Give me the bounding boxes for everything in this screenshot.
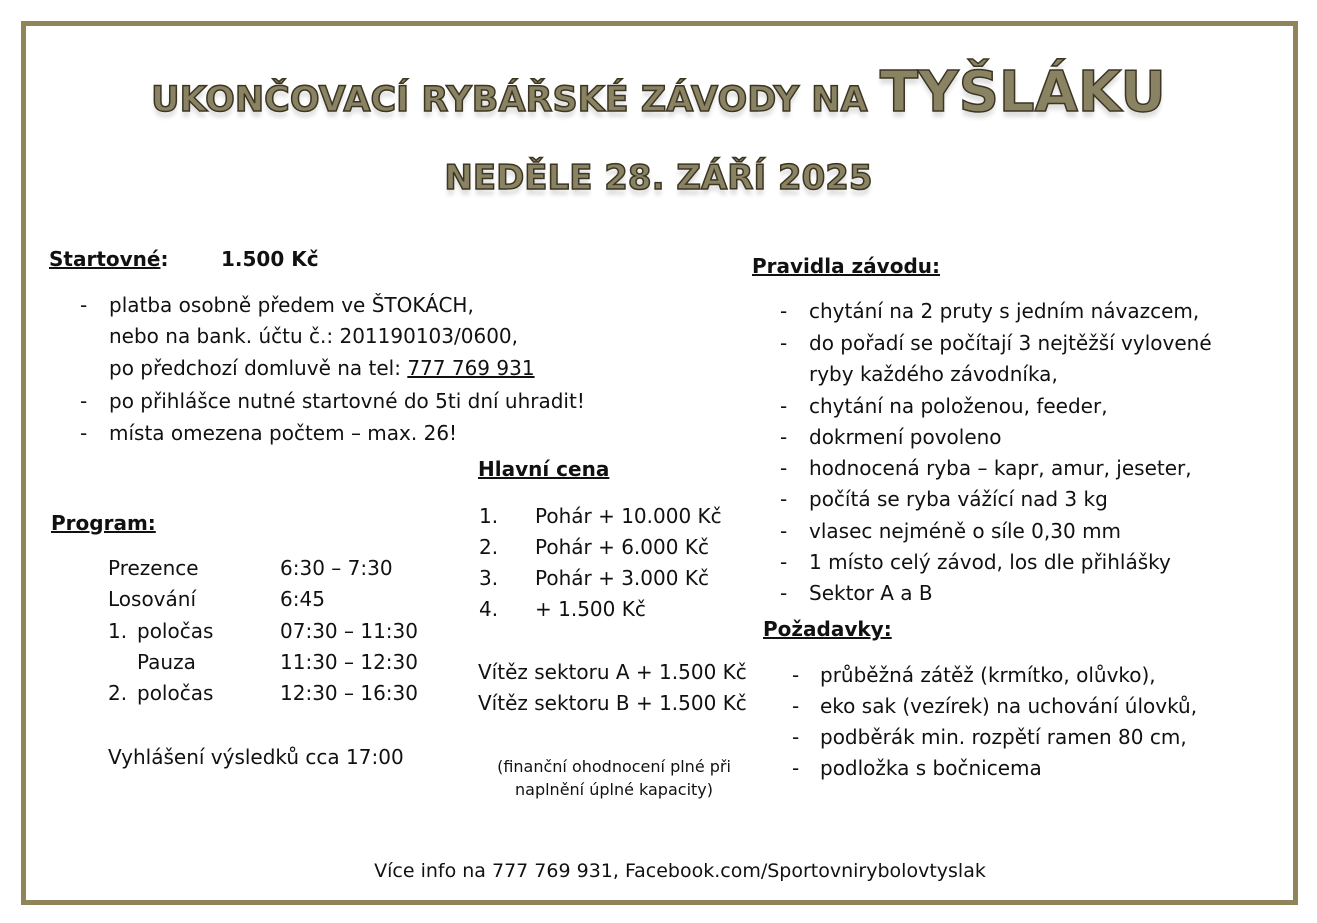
bullet-dash: - <box>780 425 788 449</box>
program-row-num: 2. <box>108 681 128 705</box>
rule-item: Sektor A a B <box>809 581 933 605</box>
entry-fee-item-line: po předchozí domluvě na tel: 777 769 931 <box>109 356 535 380</box>
prize-note-line: naplnění úplné kapacity) <box>515 780 713 799</box>
prize-num: 2. <box>479 535 499 559</box>
program-row-time: 07:30 – 11:30 <box>280 619 418 643</box>
program-row-name: Prezence <box>108 556 199 580</box>
entry-fee-item: platba osobně předem ve ŠTOKÁCH, <box>109 293 474 317</box>
entry-fee-item: po přihlášce nutné startovné do 5ti dní uhradit! <box>109 389 585 413</box>
program-row-name: Losování <box>108 587 197 611</box>
bullet-dash: - <box>80 421 88 445</box>
prize-text: Pohár + 10.000 Kč <box>535 504 722 528</box>
entry-fee-price: 1.500 Kč <box>221 247 319 271</box>
sector-prize: Vítěz sektoru A + 1.500 Kč <box>478 660 747 684</box>
prize-text: + 1.500 Kč <box>535 597 646 621</box>
prize-num: 1. <box>479 504 499 528</box>
main-prize-heading: Hlavní cena <box>478 457 610 481</box>
requirements-heading: Požadavky: <box>763 617 892 641</box>
requirement-item: průběžná zátěž (krmítko, olůvko), <box>820 663 1156 687</box>
page-title <box>0 60 1317 125</box>
event-date: NEDĚLE 28. ZÁŘÍ 2025 <box>444 158 873 198</box>
bullet-dash: - <box>792 725 800 749</box>
sector-prize: Vítěz sektoru B + 1.500 Kč <box>478 691 747 715</box>
prize-note <box>480 755 748 801</box>
requirement-item: podběrák min. rozpětí ramen 80 cm, <box>820 725 1187 749</box>
requirement-item: podložka s bočnicema <box>820 756 1042 780</box>
rule-item: 1 místo celý závod, los dle přihlášky <box>809 550 1171 574</box>
program-row-time: 12:30 – 16:30 <box>280 681 418 705</box>
bullet-dash: - <box>780 331 788 355</box>
program-row-num: 1. <box>108 619 128 643</box>
prize-num: 3. <box>479 566 499 590</box>
prize-note-line: (finanční ohodnocení plné při <box>497 757 731 776</box>
bullet-dash: - <box>780 581 788 605</box>
bullet-dash: - <box>780 299 788 323</box>
rule-item: počítá se ryba vážící nad 3 kg <box>809 487 1108 511</box>
program-heading: Program: <box>51 511 156 535</box>
rule-item: dokrmení povoleno <box>809 425 1002 449</box>
rules-heading: Pravidla závodu: <box>752 254 941 278</box>
program-row-time: 11:30 – 12:30 <box>280 650 418 674</box>
program-row-time: 6:30 – 7:30 <box>280 556 393 580</box>
program-row-name: Pauza <box>137 650 196 674</box>
prize-text: Pohár + 6.000 Kč <box>535 535 709 559</box>
bullet-dash: - <box>792 663 800 687</box>
bullet-dash: - <box>780 487 788 511</box>
rule-item-line: ryby každého závodníka, <box>809 362 1058 386</box>
results-announcement: Vyhlášení výsledků cca 17:00 <box>108 745 404 769</box>
phone-number: 777 769 931 <box>407 356 535 380</box>
rule-item: vlasec nejméně o síle 0,30 mm <box>809 519 1122 543</box>
rule-item: do pořadí se počítají 3 nejtěžší vylovené <box>809 331 1212 355</box>
entry-fee-item-line: nebo na bank. účtu č.: 201190103/0600, <box>109 324 518 348</box>
bullet-dash: - <box>80 389 88 413</box>
rule-item: chytání na 2 pruty s jedním návazcem, <box>809 299 1200 323</box>
bullet-dash: - <box>780 550 788 574</box>
rule-item: hodnocená ryba – kapr, amur, jeseter, <box>809 456 1192 480</box>
requirement-item: eko sak (vezírek) na uchování úlovků, <box>820 694 1198 718</box>
bullet-dash: - <box>792 756 800 780</box>
bullet-dash: - <box>780 519 788 543</box>
program-row-time: 6:45 <box>280 587 325 611</box>
entry-fee-item: místa omezena počtem – max. 26! <box>109 421 458 445</box>
bullet-dash: - <box>780 394 788 418</box>
footer-contact: Více info na 777 769 931, Facebook.com/Sportovnirybolovtyslak <box>374 860 986 882</box>
rule-item: chytání na položenou, feeder, <box>809 394 1108 418</box>
program-row-name: poločas <box>137 681 214 705</box>
bullet-dash: - <box>780 456 788 480</box>
bullet-dash: - <box>792 694 800 718</box>
bullet-dash: - <box>80 293 88 317</box>
title-location: TYŠLÁKU <box>879 60 1166 125</box>
entry-fee-label: Startovné <box>49 247 161 271</box>
prize-num: 4. <box>479 597 499 621</box>
program-row-name: poločas <box>137 619 214 643</box>
title-main: UKONČOVACÍ RYBÁŘSKÉ ZÁVODY NA <box>151 80 880 120</box>
entry-fee-heading <box>49 244 168 275</box>
entry-fee-colon: : <box>160 247 169 271</box>
prize-text: Pohár + 3.000 Kč <box>535 566 709 590</box>
